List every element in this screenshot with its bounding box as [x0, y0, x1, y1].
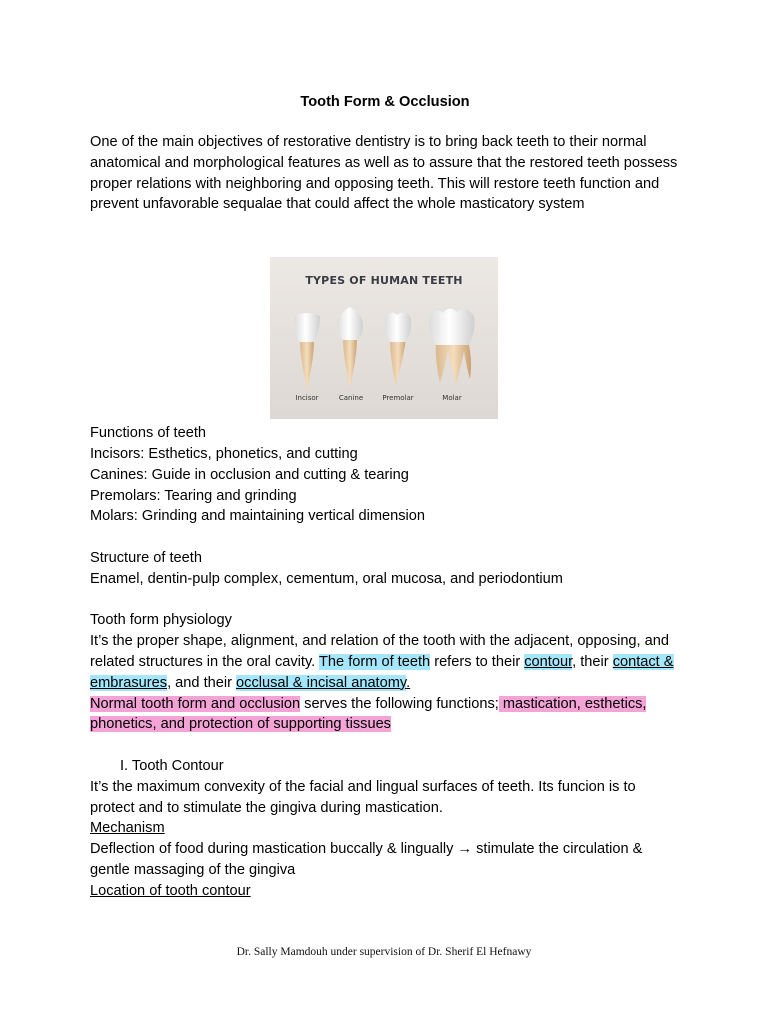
- canine-icon: [334, 307, 366, 389]
- physiology-text: , and their: [167, 674, 237, 691]
- mechanism-text-part: stimulate the circulation & gentle massaging of the gingiva: [90, 841, 643, 878]
- structure-heading: Structure of teeth: [90, 549, 202, 566]
- functions-item: Canines: Guide in occlusion and cutting & tearing: [90, 466, 409, 483]
- premolar-icon: [381, 311, 415, 387]
- functions-item: Premolars: Tearing and grinding: [90, 487, 297, 504]
- incisor-icon: [290, 312, 324, 392]
- highlight-functions: mastication, esthetics, phonetics, and protection of supporting tissues: [90, 695, 647, 733]
- figure-title: TYPES OF HUMAN TEETH: [305, 274, 463, 287]
- highlight-form: The form of teeth: [319, 653, 431, 670]
- highlight-contact: contact & embrasures: [90, 653, 674, 691]
- molar-icon: [426, 307, 478, 387]
- physiology-text: .: [406, 674, 411, 691]
- contour-text: It’s the maximum convexity of the facial and lingual surfaces of teeth. Its funcion is to protect and to stimulate the gingiva during mastication.: [90, 778, 636, 816]
- physiology-paragraph: [90, 631, 680, 693]
- highlight-occlusal: occlusal & incisal anatomy: [236, 674, 407, 691]
- physiology-text: serves the following functions;: [300, 695, 499, 712]
- page-footer: Dr. Sally Mamdouh under supervision of Dr. Sherif El Hefnawy: [236, 946, 532, 958]
- figure-label-premolar: Premolar: [382, 394, 414, 402]
- mechanism-text-part: Deflection of food during mastication buccally & lingually: [90, 841, 458, 858]
- functions-item: Incisors: Esthetics, phonetics, and cutting: [90, 445, 358, 462]
- mechanism-heading: Mechanism: [90, 820, 165, 837]
- physiology-heading: Tooth form physiology: [90, 612, 232, 629]
- location-heading: Location of tooth contour: [90, 882, 251, 899]
- physiology-text: It’s the proper shape, alignment, and relation of the tooth with the adjacent, opposing, and related structures in the oral cavity.: [90, 633, 670, 670]
- arrow-icon: →: [457, 841, 473, 858]
- document-body: [90, 92, 680, 902]
- figure-label-molar: Molar: [442, 394, 462, 402]
- structure-text: Enamel, dentin-pulp complex, cementum, oral mucosa, and periodontium: [90, 570, 563, 587]
- highlight-contour: contour: [524, 653, 573, 670]
- document-title: Tooth Form & Occlusion: [300, 94, 470, 110]
- intro-paragraph: One of the main objectives of restorative dentistry is to bring back teeth to their normal anatomical and morphological features as well as to assure that the restored teeth possess proper relations with neighboring and opposing teeth. This will restore teeth function and prevent unfavorable sequalae that could affect the whole masticatory system: [90, 134, 678, 213]
- physiology-text: refers to their: [430, 653, 525, 670]
- functions-paragraph: [90, 694, 680, 736]
- functions-item: Molars: Grinding and maintaining vertical dimension: [90, 508, 426, 525]
- figure-label-canine: Canine: [338, 394, 364, 402]
- mechanism-text: [90, 839, 680, 881]
- functions-heading: Functions of teeth: [90, 425, 207, 442]
- physiology-text: , their: [572, 653, 613, 670]
- teeth-figure: [270, 257, 498, 419]
- contour-heading: I. Tooth Contour: [120, 757, 224, 774]
- figure-label-incisor: Incisor: [295, 394, 319, 402]
- highlight-normal: Normal tooth form and occlusion: [90, 695, 301, 712]
